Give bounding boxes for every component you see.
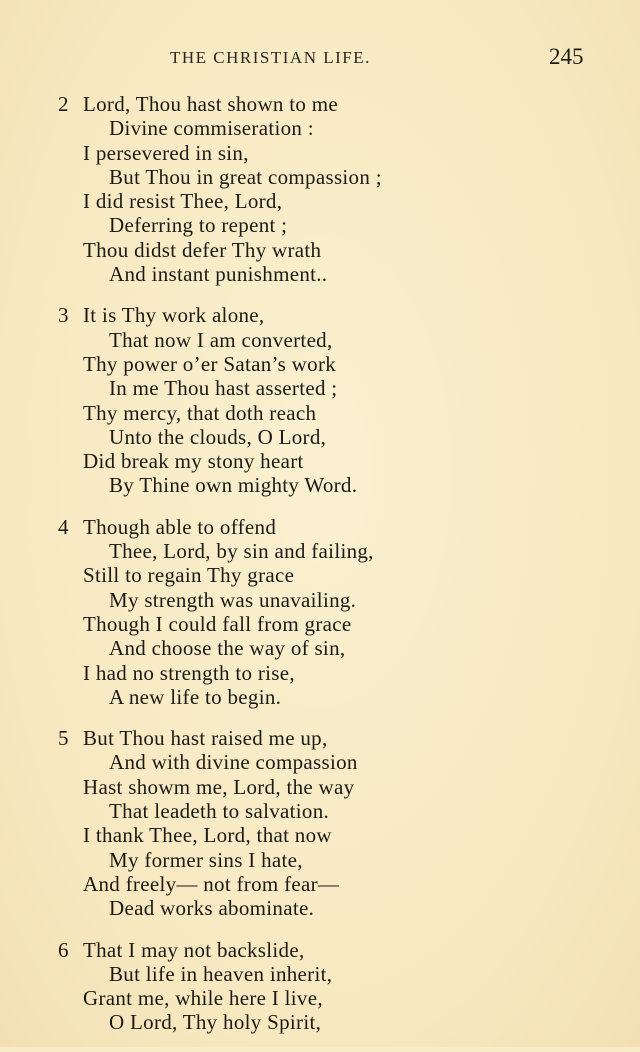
hymn-line: Though I could fall from grace bbox=[83, 611, 352, 636]
hymn-line: That leadeth to salvation. bbox=[109, 799, 330, 824]
stanza-number: 6 bbox=[58, 937, 69, 962]
hymn-line: I thank Thee, Lord, that now bbox=[83, 823, 332, 848]
hymn-line: That I may not backslide, bbox=[83, 937, 305, 962]
hymn-line: But life in heaven inherit, bbox=[109, 961, 333, 986]
hymn-line: I had no strength to rise, bbox=[83, 660, 295, 685]
hymn-line: In me Thou hast asserted ; bbox=[109, 376, 338, 401]
hymn-line: Thy mercy, that doth reach bbox=[83, 400, 317, 425]
hymn-line: That now I am converted, bbox=[109, 327, 333, 352]
hymn-line: And instant punishment.. bbox=[109, 262, 328, 287]
stanza-number: 5 bbox=[58, 726, 69, 751]
hymn-line: Lord, Thou hast shown to me bbox=[83, 92, 339, 116]
hymn-line: Dead works abominate. bbox=[109, 896, 315, 921]
stanza bbox=[58, 92, 618, 286]
hymn-line: A new life to begin. bbox=[109, 684, 282, 709]
hymn-line: Thee, Lord, by sin and failing, bbox=[109, 539, 374, 564]
hymn-line: I persevered in sin, bbox=[83, 140, 249, 165]
stanza-number: 3 bbox=[58, 303, 69, 328]
hymn-line: Thy power o’er Satan’s work bbox=[83, 351, 337, 376]
hymn-line: Hast showm me, Lord, the way bbox=[83, 774, 355, 799]
stanza bbox=[58, 303, 618, 497]
hymn-line: But Thou in great compassion ; bbox=[109, 164, 382, 189]
hymn-line: By Thine own mighty Word. bbox=[109, 473, 358, 498]
stanza-number: 2 bbox=[58, 92, 69, 116]
hymn-line: Deferring to repent ; bbox=[109, 213, 288, 238]
stanza bbox=[58, 726, 618, 920]
hymn-text bbox=[58, 92, 618, 1052]
hymn-line: And with divine compassion bbox=[109, 750, 358, 775]
hymn-line: My strength was unavailing. bbox=[109, 587, 357, 612]
stanza bbox=[58, 515, 618, 709]
hymn-line: Thou didst defer Thy wrath bbox=[83, 237, 322, 262]
stanza bbox=[58, 938, 618, 1035]
hymn-line: Did break my stony heart bbox=[83, 449, 304, 474]
hymn-line: O Lord, Thy holy Spirit, bbox=[109, 1010, 322, 1035]
hymn-line: Still to regain Thy grace bbox=[83, 563, 295, 588]
hymn-line: My former sins I hate, bbox=[109, 847, 303, 872]
hymn-line: It is Thy work alone, bbox=[83, 303, 265, 328]
page-header bbox=[0, 44, 640, 74]
hymn-line: Unto the clouds, O Lord, bbox=[109, 424, 327, 449]
hymn-line: And freely— not from fear— bbox=[83, 871, 340, 896]
hymn-line: I did resist Thee, Lord, bbox=[83, 189, 283, 214]
hymn-line: Grant me, while here I live, bbox=[83, 986, 323, 1011]
hymn-line: And choose the way of sin, bbox=[109, 636, 346, 661]
hymn-line: Though able to offend bbox=[83, 514, 277, 539]
hymn-line: Divine commiseration : bbox=[109, 116, 314, 141]
page-number: 245 bbox=[549, 44, 584, 69]
stanza-number: 4 bbox=[58, 514, 69, 539]
hymn-line: But Thou hast raised me up, bbox=[83, 726, 328, 751]
running-title: THE CHRISTIAN LIFE. bbox=[170, 48, 371, 67]
